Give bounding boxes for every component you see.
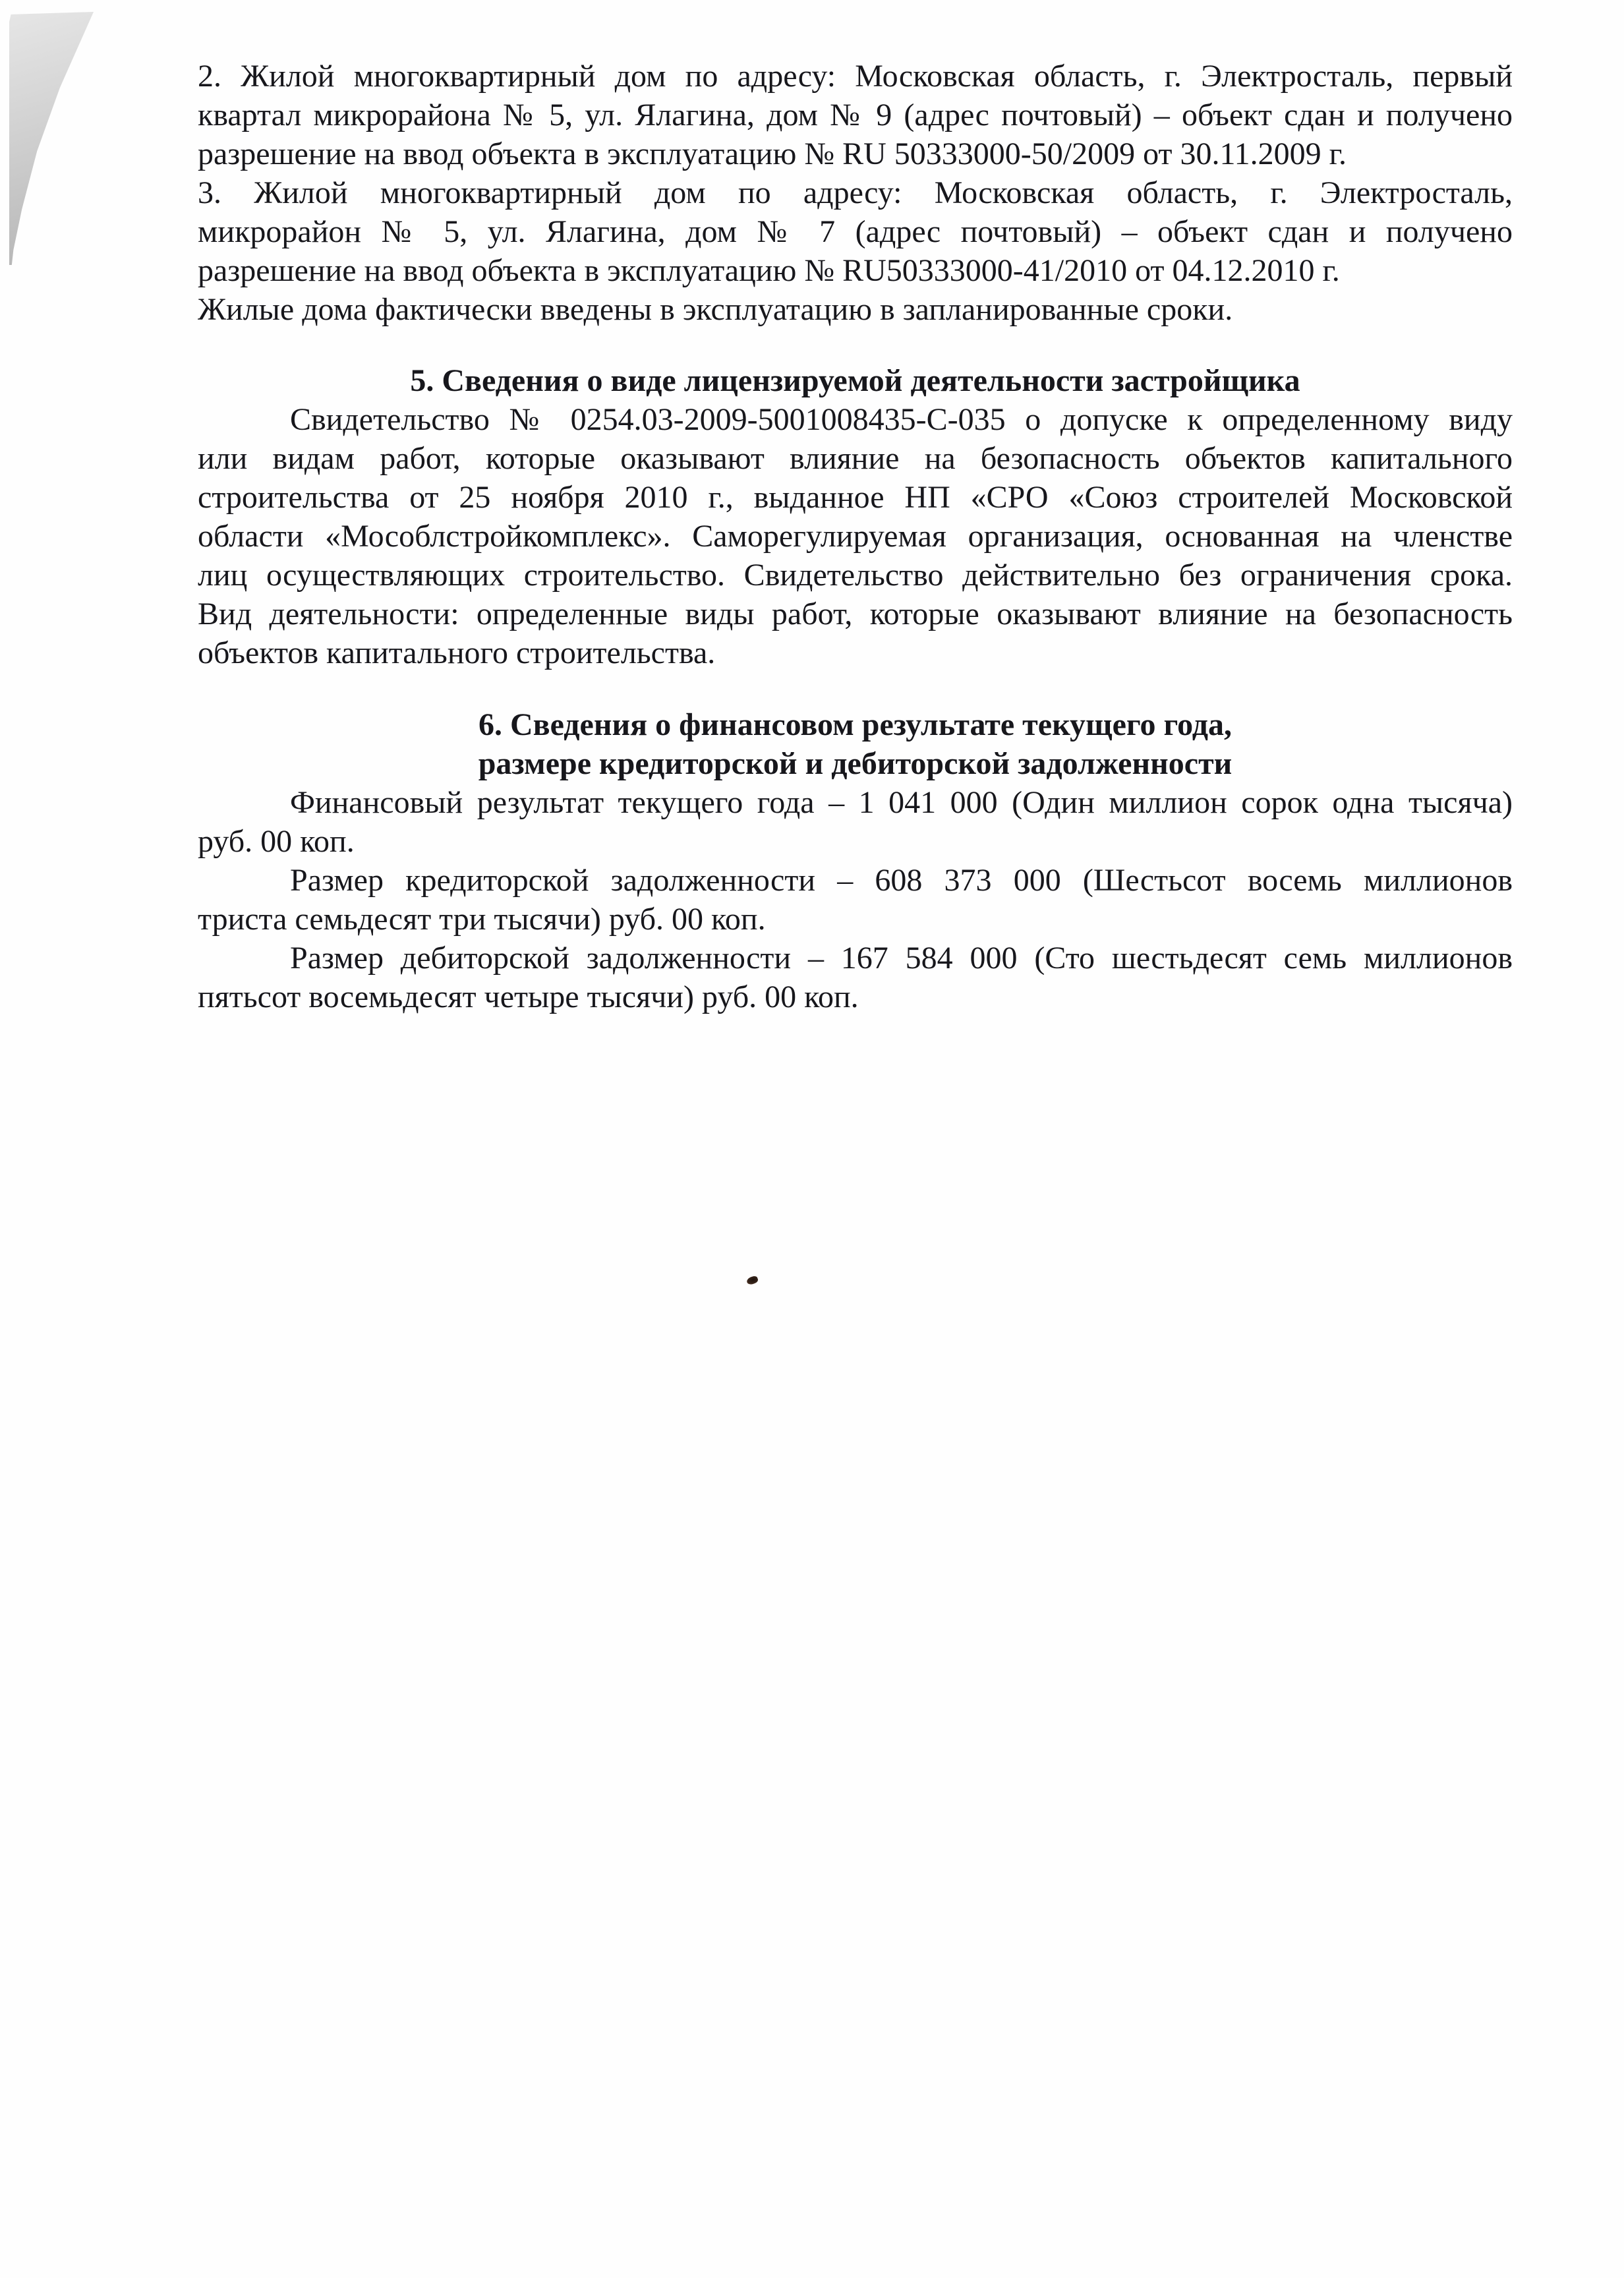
text-line: пятьсот восемьдесят четыре тысячи) руб. 00 коп.	[198, 979, 859, 1014]
text-line: Вид деятельности: определенные виды работ, которые оказывают влияние на безопасность	[198, 597, 1513, 631]
debitor-debt-paragraph	[198, 939, 1513, 1016]
text-line: объектов капитального строительства.	[198, 635, 716, 670]
text-line: 2. Жилой многоквартирный дом по адресу: Московская область, г. Электросталь, первый	[198, 59, 1513, 94]
paragraph-house-item-2	[198, 57, 1513, 173]
text-line: микрорайон № 5, ул. Ялагина, дом № 7 (адрес почтовый) – объект сдан и получено	[198, 214, 1513, 249]
financial-result-paragraph	[198, 783, 1513, 861]
text-line: Размер кредиторской задолженности – 608 373 000 (Шестьсот восемь миллионов	[290, 863, 1513, 898]
page-corner-fold-artifact	[9, 12, 94, 265]
section-5-heading: 5. Сведения о виде лицензируемой деятельности застройщика	[410, 363, 1300, 398]
text-line: разрешение на ввод объекта в эксплуатацию № RU 50333000-50/2009 от 30.11.2009 г.	[198, 136, 1347, 171]
section-6-heading-line-2: размере кредиторской и дебиторской задолженности	[478, 746, 1232, 781]
paragraph-house-item-3	[198, 173, 1513, 290]
text-line: 3. Жилой многоквартирный дом по адресу: Московская область, г. Электросталь,	[198, 175, 1513, 210]
vertical-spacer	[198, 329, 1513, 361]
creditor-debt-paragraph	[198, 861, 1513, 939]
section-5-paragraph	[198, 400, 1513, 672]
text-line: руб. 00 коп.	[198, 824, 355, 859]
text-line: строительства от 25 ноября 2010 г., выданное НП «СРО «Союз строителей Московской	[198, 480, 1513, 515]
text-line: или видам работ, которые оказывают влияние на безопасность объектов капитального	[198, 441, 1513, 476]
text-line: разрешение на ввод объекта в эксплуатацию № RU50333000-41/2010 от 04.12.2010 г.	[198, 253, 1340, 288]
text-line: Свидетельство № 0254.03-2009-5001008435-С-035 о допуске к определенному виду	[290, 402, 1513, 437]
ink-speck-artifact	[746, 1275, 759, 1286]
text-line: области «Мособлстройкомплекс». Саморегулируемая организация, основанная на членстве	[198, 519, 1513, 554]
document-text-block	[198, 57, 1513, 1016]
section-6-heading-line-1: 6. Сведения о финансовом результате текущего года,	[478, 707, 1232, 742]
text-line: квартал микрорайона № 5, ул. Ялагина, дом № 9 (адрес почтовый) – объект сдан и получено	[198, 98, 1513, 132]
paragraph-commissioning-note	[198, 290, 1513, 329]
text-line: Жилые дома фактически введены в эксплуатацию в запланированные сроки.	[198, 292, 1233, 327]
text-line: триста семьдесят три тысячи) руб. 00 коп.	[198, 902, 766, 937]
text-line: лиц осуществляющих строительство. Свидетельство действительно без ограничения срока.	[198, 558, 1513, 593]
vertical-spacer	[198, 672, 1513, 705]
text-line: Размер дебиторской задолженности – 167 584 000 (Сто шестьдесят семь миллионов	[290, 941, 1513, 976]
text-line: Финансовый результат текущего года – 1 041 000 (Один миллион сорок одна тысяча)	[290, 785, 1513, 820]
